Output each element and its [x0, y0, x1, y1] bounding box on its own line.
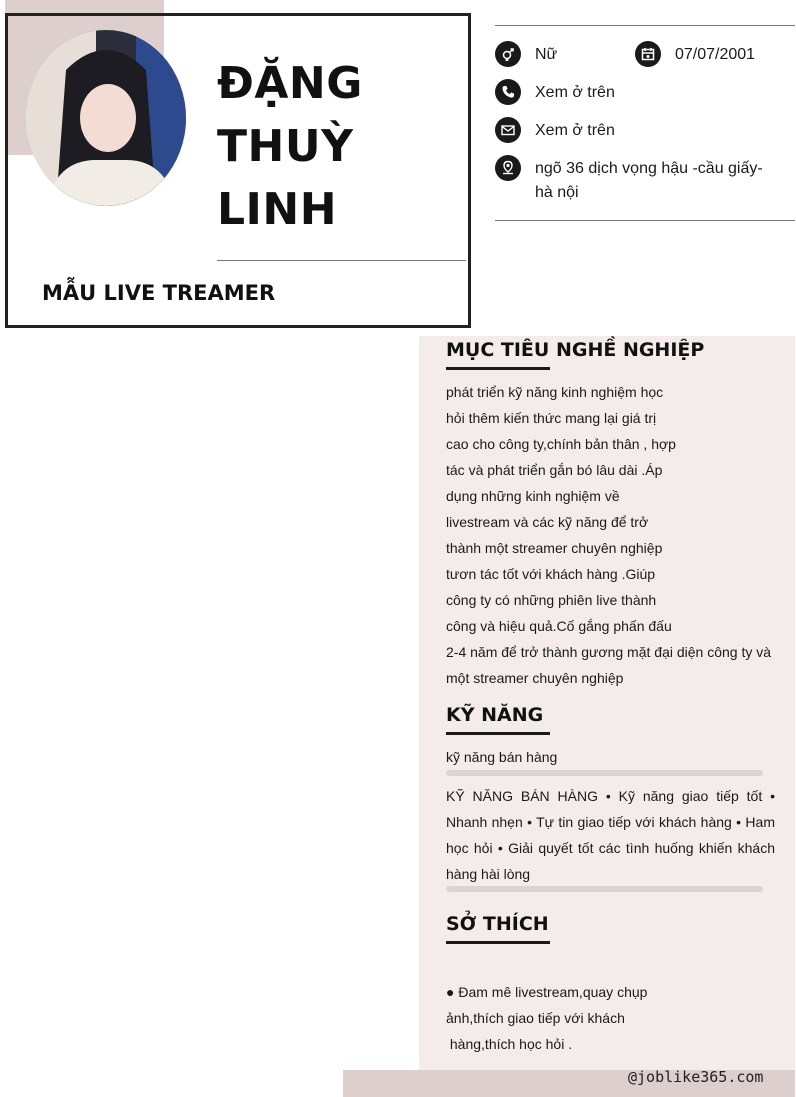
hobbies-text	[446, 979, 647, 1057]
email-value: Xem ở trên	[535, 122, 615, 139]
name-line-1: ĐẶNG	[217, 58, 363, 109]
gender-value: Nữ	[535, 46, 558, 63]
career-goal-line: dụng những kinh nghiệm về	[446, 488, 620, 504]
career-goal-line: tác và phát triển gắn bó lâu dài .Áp	[446, 462, 663, 478]
birthdate-value: 07/07/2001	[675, 46, 756, 63]
phone-icon	[495, 79, 521, 105]
name-divider	[217, 260, 466, 261]
gender-icon	[495, 41, 521, 67]
hobbies-underline	[446, 941, 550, 944]
career-goal-line: công ty có những phiên live thành	[446, 592, 657, 608]
candidate-name	[217, 52, 457, 241]
skills-title: KỸ NĂNG	[446, 704, 544, 726]
career-goal-line: cao cho công ty,chính bản thân , hợp	[446, 436, 676, 452]
career-goal-line: tươn tác tốt với khách hàng .Giúp	[446, 566, 656, 582]
career-goal-line: livestream và các kỹ năng để trở	[446, 514, 649, 530]
hobbies-title: SỞ THÍCH	[446, 913, 549, 935]
career-goal-line: công và hiệu quả.Cố gắng phấn đấu	[446, 618, 672, 634]
job-title: MẪU LIVE TREAMER	[42, 281, 276, 305]
career-goal-line: 2-4 năm để trở thành gương mặt đại diện công ty và	[446, 644, 772, 660]
contact-top-divider	[495, 25, 795, 26]
address-value	[535, 157, 763, 205]
phone-value: Xem ở trên	[535, 84, 615, 101]
career-goal-line: một streamer chuyên nghiệp	[446, 670, 624, 686]
career-goal-underline	[446, 367, 550, 370]
name-line-2: THUỲ	[217, 121, 354, 172]
career-goal-line: hỏi thêm kiến thức mang lại giá trị	[446, 410, 657, 426]
address-line-1: ngõ 36 dịch vọng hậu -cầu giấy-	[535, 160, 763, 177]
career-goal-line: phát triển kỹ năng kinh nghiệm học	[446, 384, 664, 400]
hobbies-line: ảnh,thích giao tiếp với khách	[446, 1010, 625, 1026]
career-goal-title: MỤC TIÊU NGHỀ NGHIỆP	[446, 339, 705, 361]
contact-bottom-divider	[495, 220, 795, 221]
skills-description: KỸ NĂNG BÁN HÀNG • Kỹ năng giao tiếp tốt • Nhanh nhẹn • Tự tin giao tiếp với khách hàng • Ham học hỏi • Giải quyết tốt các tình huống khiến khách hàng hài lòng	[446, 788, 775, 882]
address-line-2: hà nội	[535, 184, 579, 201]
name-line-3: LINH	[217, 184, 338, 235]
hobbies-line: ● Đam mê livestream,quay chụp	[446, 984, 648, 1000]
career-goal-text	[446, 379, 771, 691]
skill-bar	[446, 770, 763, 776]
avatar	[26, 30, 186, 206]
profile-photo-icon	[26, 30, 186, 206]
location-icon	[495, 155, 521, 181]
calendar-icon	[635, 41, 661, 67]
skills-subtitle: kỹ năng bán hàng	[446, 749, 558, 765]
skill-bar	[446, 886, 763, 892]
footer-watermark: @joblike365.com	[628, 1068, 764, 1086]
email-icon	[495, 117, 521, 143]
hobbies-line: hàng,thích học hỏi .	[446, 1036, 573, 1052]
career-goal-line: thành một streamer chuyên nghiệp	[446, 540, 663, 556]
skills-underline	[446, 732, 550, 735]
